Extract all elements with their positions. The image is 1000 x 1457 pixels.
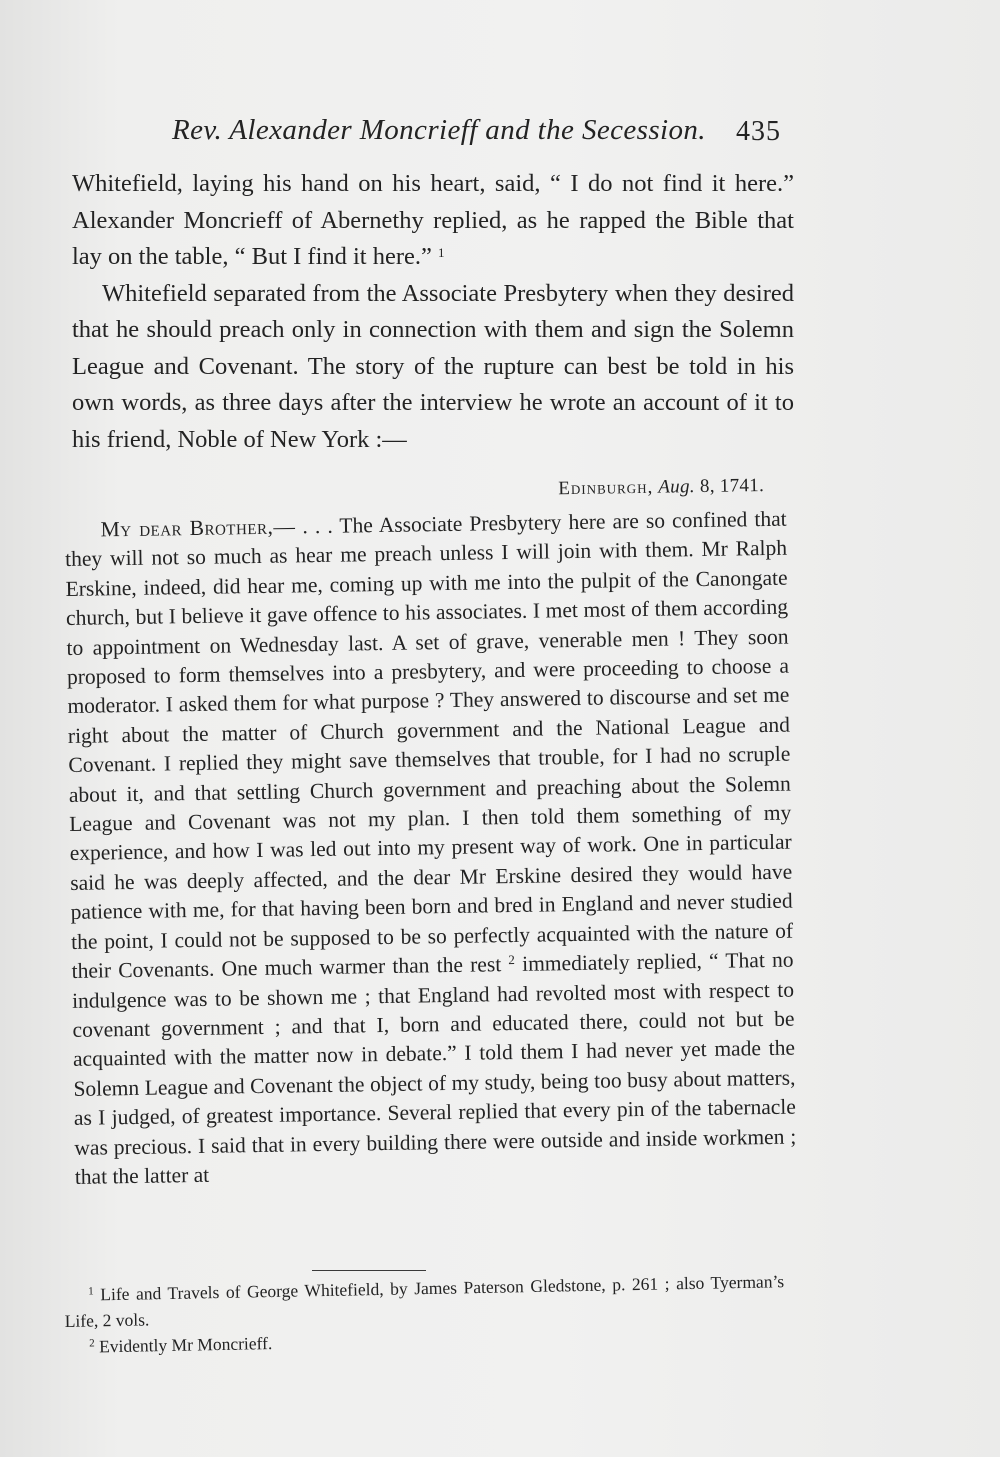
- running-head-title: Rev. Alexander Moncrieff and the Secession.: [172, 114, 706, 146]
- letter-salutation: My dear Brother,—: [100, 514, 296, 542]
- running-head: [0, 114, 1000, 154]
- footnote-1-text: Life and Travels of George Whitefield, by James Paterson Gledstone, p. 261 ; also Tyerman’s Life, 2 vols.: [64, 1271, 785, 1331]
- letter-date-month: Aug.: [658, 476, 696, 498]
- paragraph-1-text: Whitefield, laying his hand on his heart, said, “ I do not find it here.” Alexander Moncrieff of Abernethy replied, as he rapped the Bible that lay on the table, “ But I find it here.”: [72, 170, 794, 270]
- main-text: [72, 166, 794, 458]
- letter-text-part-2: immediately replied, “ That no indulgence was to be shown me ; that England had revolted most with respect to covenant government ; and that I, born and educated there, could not but be acquainted with the matter now in debate.” I told them I had never yet made the Solemn League and Covenant the object of my study, being too busy about matters, as I judged, of greatest importance. Several replied that every pin of the tabernacle was precious. I said that in every building there were outside and inside workmen ; that the latter at: [71, 947, 797, 1189]
- footnote-divider: [312, 1270, 426, 1271]
- letter-place: Edinburgh,: [558, 476, 654, 500]
- paragraph-1: [72, 166, 794, 276]
- letter-date: 8, 1741.: [699, 475, 765, 498]
- footnote-ref-2: 2: [508, 952, 515, 968]
- paragraph-2: Whitefield separated from the Associate Presbytery when they desired that he should preach only in connection with them and sign the Solemn League and Covenant. The story of the rupture can best be told in his own words, as three days after the interview he wrote an account of it to his friend, Noble of New York :—: [72, 279, 794, 453]
- footnote-2-text: Evidently Mr Moncrieff.: [98, 1333, 273, 1357]
- letter-body: [64, 505, 797, 1193]
- footnote-1-mark: 1: [88, 1285, 94, 1298]
- footnotes: [64, 1268, 785, 1360]
- footnote-ref-1: 1: [438, 245, 445, 260]
- letter-text-part-1: . . . The Associate Presbytery here are so confined that they will not so much as hear me preach unless I will join with them. Mr Ralph Erskine, indeed, did hear me, coming up with me into the pulpit of the Canongate church, but I believe it gave offence to his associates. I met most of them according to appointment on Wednesday last. A set of grave, venerable men ! They soon proposed to form themselves into a presbytery, and were proceeding to choose a moderator. I asked them for what purpose ? They answered to discourse and set me right about the matter of Church government and the National League and Covenant. I replied they might save themselves that trouble, for I had no scruple about it, and that settling Church government and preaching about the Solemn League and Covenant was not my plan. I then told them something of my experience, and how I was led out into my present way of work. One in particular said he was deeply affected, and the dear Mr Erskine desired they would have patience with me, for that having been born and bred in England and never studied the point, I could not be supposed to be so perfectly acquainted with the nature of their Covenants. One much warmer than the rest: [64, 506, 794, 984]
- quoted-letter: [64, 475, 797, 1193]
- footnote-2-mark: 2: [89, 1337, 95, 1350]
- page-number: 435: [736, 116, 781, 147]
